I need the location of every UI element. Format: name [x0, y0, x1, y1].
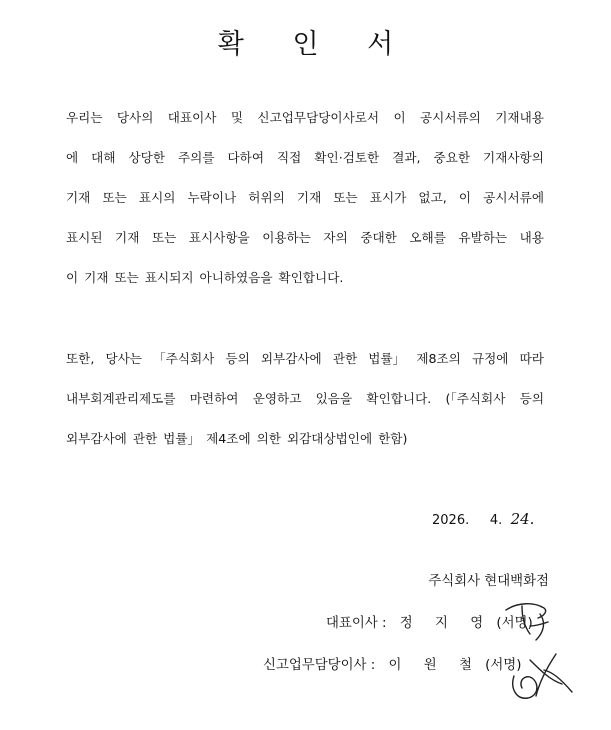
word: 중요한 [433, 150, 471, 165]
word: 기재 [66, 190, 91, 205]
word: 기재 [84, 270, 109, 285]
word: 표시가 [369, 190, 407, 205]
officer-handwritten-signature [500, 640, 580, 710]
word: 법률」 [368, 351, 406, 366]
date-year: 2026. [432, 513, 470, 528]
word: 및 [230, 110, 244, 125]
word: 이 [393, 110, 406, 125]
word: 중대한 [360, 230, 397, 245]
word: 또는 [333, 190, 358, 205]
word: 대표이사 [167, 110, 217, 125]
company-name: 주식회사 현대백화점 [428, 574, 549, 589]
word: 「주식회사 [153, 351, 215, 366]
word: 제4조에 [206, 431, 251, 446]
word: 상당한 [128, 150, 166, 165]
word: 오해를 [409, 230, 446, 245]
word: 이 [66, 270, 79, 285]
word: 있음을 [315, 391, 353, 406]
date-day-handwritten: 24. [510, 510, 535, 528]
word: 직접 [277, 150, 302, 165]
word: 또는 [151, 230, 177, 245]
word: 결과, [392, 150, 421, 165]
word: 주의를 [178, 150, 215, 165]
word: 또한, [66, 351, 95, 366]
signing-date [432, 510, 534, 528]
word: 관한 [332, 351, 358, 366]
word: 또는 [114, 270, 139, 285]
word: 당사의 [116, 110, 154, 125]
representative-name-char: 지 [434, 616, 448, 631]
paragraph-line [66, 350, 544, 368]
word: 의한 [256, 431, 281, 446]
word: 다하여 [227, 150, 265, 165]
word: 확인합니다. [278, 270, 344, 285]
word: 내용 [519, 230, 544, 245]
word: 당사는 [105, 351, 142, 366]
word: 표시의 [138, 190, 176, 205]
word: 표시되지 [144, 270, 194, 285]
word: 아니하였음을 [199, 270, 273, 285]
paragraph-line [66, 390, 544, 408]
representative-name-char: 영 [470, 616, 484, 631]
disclosure-officer-signature-line [263, 654, 521, 673]
representative-role: 대표이사 : [326, 616, 387, 631]
word: 없고, [418, 190, 447, 205]
representative-name-char: 정 [399, 616, 413, 631]
officer-role: 신고업무담당이사 : [263, 658, 376, 673]
officer-name-char: 이 [388, 658, 402, 673]
word: 한함) [378, 431, 408, 446]
word: 확인합니다. [366, 391, 432, 406]
word: 마련하여 [189, 391, 239, 406]
word: 운영하고 [252, 391, 302, 406]
word: 신고업무담당이사로서 [257, 110, 380, 125]
word: 표시사항을 [188, 230, 250, 245]
word: 자의 [323, 230, 348, 245]
paragraph-line [66, 269, 544, 287]
paragraph-line [66, 189, 544, 207]
date-month: 4. [489, 513, 503, 528]
word: 허위의 [248, 190, 285, 205]
paragraph-line [66, 430, 544, 448]
word: 기재내용 [495, 110, 544, 125]
word: 법률」 [163, 431, 201, 446]
word: 규정에 [471, 351, 509, 366]
word: 유발하는 [458, 230, 508, 245]
officer-seal-label: (서명) [485, 658, 522, 673]
word: 관한 [132, 431, 158, 446]
officer-name-char: 철 [458, 658, 472, 673]
word: 또는 [102, 190, 127, 205]
word: 기재 [115, 230, 140, 245]
word: 등의 [519, 391, 544, 406]
paragraph-line [66, 229, 544, 247]
word: 기재 [296, 190, 322, 205]
officer-name-char: 원 [423, 658, 437, 673]
word: 기재사항의 [483, 150, 544, 165]
word: 확인·검토한 [314, 150, 380, 165]
word: (「주식회사 [445, 391, 506, 406]
paragraph-line [66, 149, 544, 167]
word: 이 [458, 190, 472, 205]
word: 외감대상법인에 [286, 431, 373, 446]
word: 외부감사에 [66, 431, 127, 446]
word: 우리는 [66, 110, 103, 125]
word: 대해 [91, 150, 116, 165]
paragraph-line [66, 109, 544, 127]
word: 내부회계관리제도를 [66, 391, 176, 406]
representative-seal-label: (서명) [496, 616, 533, 631]
representative-signature-line [326, 612, 533, 631]
word: 외부감사에 [260, 351, 322, 366]
word: 공시서류에 [483, 190, 544, 205]
word: 표시된 [66, 230, 103, 245]
word: 따라 [519, 351, 544, 366]
word: 공시서류의 [420, 110, 481, 125]
confirmation-paragraph [66, 109, 544, 309]
word: 누락이나 [187, 190, 237, 205]
document-title: 확 인 서 [217, 29, 414, 60]
word: 에 [66, 150, 79, 165]
word: 등의 [225, 351, 250, 366]
internal-control-paragraph [66, 350, 544, 470]
word: 이용하는 [262, 230, 311, 245]
word: 제8조의 [416, 351, 461, 366]
